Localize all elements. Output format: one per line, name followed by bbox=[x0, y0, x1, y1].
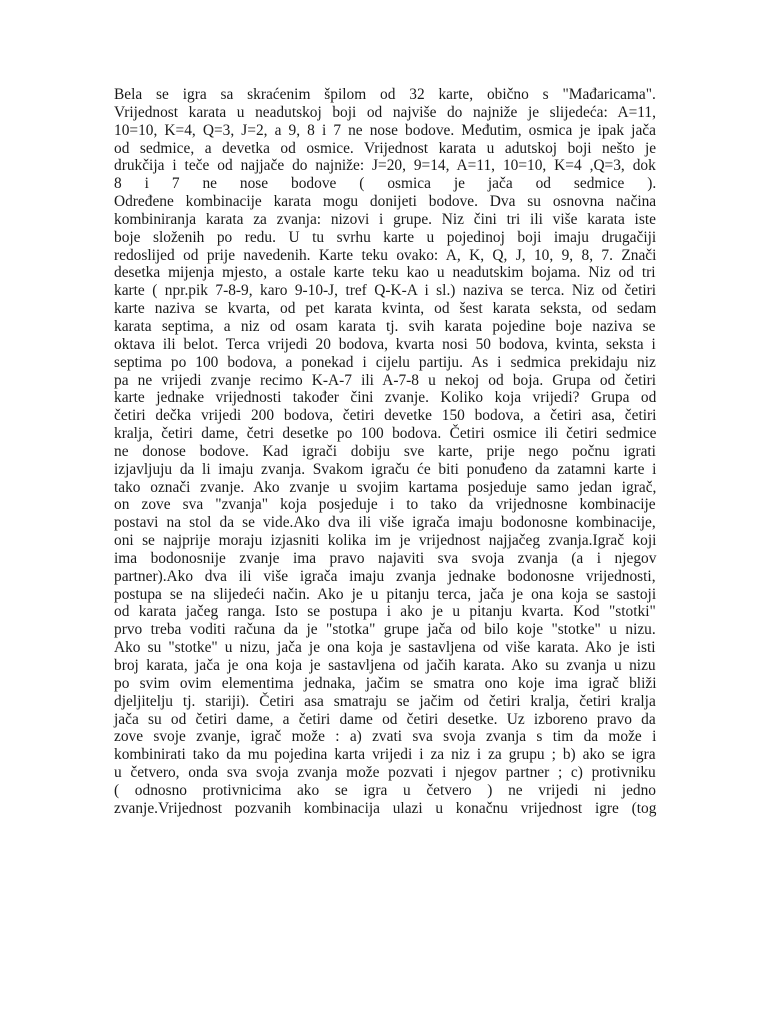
text-line: 8 i 7 ne nose bodove ( osmica je jača od sedmice ). bbox=[114, 175, 657, 193]
text-line: on zove sva "zvanja" koja posjeduje i to tako da vrijednosne kombinacije bbox=[114, 496, 656, 514]
text-line: Bela se igra sa skraćenim špilom od 32 karte, obično s "Mađaricama". bbox=[114, 86, 656, 103]
text-line: tako označi zvanje. Ako zvanje u svojim kartama posjeduje samo jedan igrač, bbox=[114, 478, 657, 496]
text-line: 10=10, K=4, Q=3, J=2, a 9, 8 i 7 ne nose bodove. Međutim, osmica je ipak jača bbox=[114, 121, 656, 139]
text-line: jača su od četiri dame, a četiri dame od četiri desetke. Uz izboreno pravo da bbox=[114, 710, 656, 728]
text-line: u četvero, onda sva svoja zvanja može pozvati i njegov partner ; c) protivniku bbox=[114, 764, 656, 782]
text-line: četiri dečka vrijedi 200 bodova, četiri devetke 150 bodova, a četiri asa, četiri bbox=[114, 407, 657, 425]
text-line: drukčija i teče od najjače do najniže: J=20, 9=14, A=11, 10=10, K=4 ,Q=3, dok bbox=[114, 157, 656, 175]
text-line: karte jednake vrijednosti također čini zvanje. Koliko koja vrijedi? Grupa od bbox=[114, 389, 657, 407]
text-line: zvanje.Vrijednost pozvanih kombinacija ulazi u konačnu vrijednost igre (tog bbox=[114, 799, 657, 817]
text-line: karte naziva se kvarta, od pet karata kvinta, od šest karata seksta, od sedam bbox=[114, 300, 657, 318]
text-line: septima po 100 bodova, a ponekad i cijelu partiju. As i sedmica prekidaju niz bbox=[114, 353, 656, 371]
text-line: boje složenih po redu. U tu svrhu karte u pojedinoj boji imaju drugačiji bbox=[114, 228, 657, 246]
text-line: ( odnosno protivnicima ako se igra u četvero ) ne vrijedi ni jedno bbox=[114, 781, 657, 799]
text-line: oktava ili belot. Terca vrijedi 20 bodova, kvarta nosi 50 bodova, kvinta, seksta i bbox=[114, 335, 656, 353]
text-line: od sedmice, a devetka od osmice. Vrijednost karata u adutskoj boji nešto je bbox=[114, 139, 657, 157]
text-line: ne donose bodove. Kad igrači dobiju sve karte, prije nego počnu igrati bbox=[114, 442, 656, 460]
text-line: Vrijednost karata u neadutskoj boji od najviše do najniže je slijedeća: A=11, bbox=[114, 103, 656, 121]
text-line: kombinirati tako da mu pojedina karta vrijedi i za niz i za grupu ; b) ako se igra bbox=[114, 746, 656, 764]
text-line: djeljitelju tj. stariji). Četiri asa smatraju se jačim od četiri kralja, četiri kralja bbox=[114, 692, 656, 710]
text-line: Ako su "stotke" u nizu, jača je ona koja je sastavljena od više karata. Ako je isti bbox=[114, 639, 656, 657]
text-line: prvo treba voditi računa da je "stotka" grupe jača od bilo koje "stotke" u nizu. bbox=[114, 621, 656, 639]
text-line: partner).Ako dva ili više igrača imaju zvanja jednake bodonosne vrijednosti, bbox=[114, 567, 656, 585]
text-line: pa ne vrijedi zvanje recimo K-A-7 ili A-7-8 u nekoj od boja. Grupa od četiri bbox=[114, 371, 657, 389]
text-line: desetka mijenja mjesto, a ostale karte teku kao u neadutskim bojama. Niz od tri bbox=[114, 264, 656, 282]
text-line: karata septima, a niz od osam karata tj. svih karata pojedine boje naziva se bbox=[114, 317, 656, 335]
text-line: po svim ovim elementima jednaka, jačim se smatra ono koje ima igrač bliži bbox=[114, 674, 657, 692]
text-line: Određene kombinacije karata mogu donijeti bodove. Dva su osnovna načina bbox=[114, 193, 657, 211]
text-line: karte ( npr.pik 7-8-9, karo 9-10-J, tref Q-K-A i sl.) naziva se terca. Niz od četiri bbox=[114, 282, 657, 300]
text-line: kombiniranja karata za zvanja: nizovi i grupe. Niz čini tri ili više karata iste bbox=[114, 210, 656, 228]
text-line: zove svoje zvanje, igrač može : a) zvati sva svoja zvanja s tim da može i bbox=[114, 728, 657, 746]
text-line: postupa se na slijedeći način. Ako je u pitanju terca, jača je ona koja se sastoji bbox=[114, 585, 657, 603]
text-line: ima bodonosnije zvanje ima pravo najaviti sva svoja zvanja (a i njegov bbox=[114, 549, 657, 567]
text-line: od karata jačeg ranga. Isto se postupa i ako je u pitanju kvarta. Kod "stotki" bbox=[114, 603, 656, 621]
body-text bbox=[114, 86, 656, 818]
text-line: oni se najprije moraju izjasniti kolika im je vrijednost najjačeg zvanja.Igrač koji bbox=[114, 532, 657, 550]
text-line: kralja, četiri dame, četri desetke po 100 bodova. Četiri osmice ili četiri sedmice bbox=[114, 425, 657, 443]
text-line: postavi na stol da se vide.Ako dva ili više igrača imaju bodonosne kombinacije, bbox=[114, 514, 656, 532]
text-line: broj karata, jača je ona koja je sastavljena od jačih karata. Ako su zvanja u nizu bbox=[114, 657, 656, 674]
text-line: redoslijed od prije navedenih. Karte teku ovako: A, K, Q, J, 10, 9, 8, 7. Znači bbox=[114, 246, 657, 264]
text-line: izjavljuju da li imaju zvanja. Svakom igraču će biti ponuđeno da zatamni karte i bbox=[114, 460, 657, 478]
